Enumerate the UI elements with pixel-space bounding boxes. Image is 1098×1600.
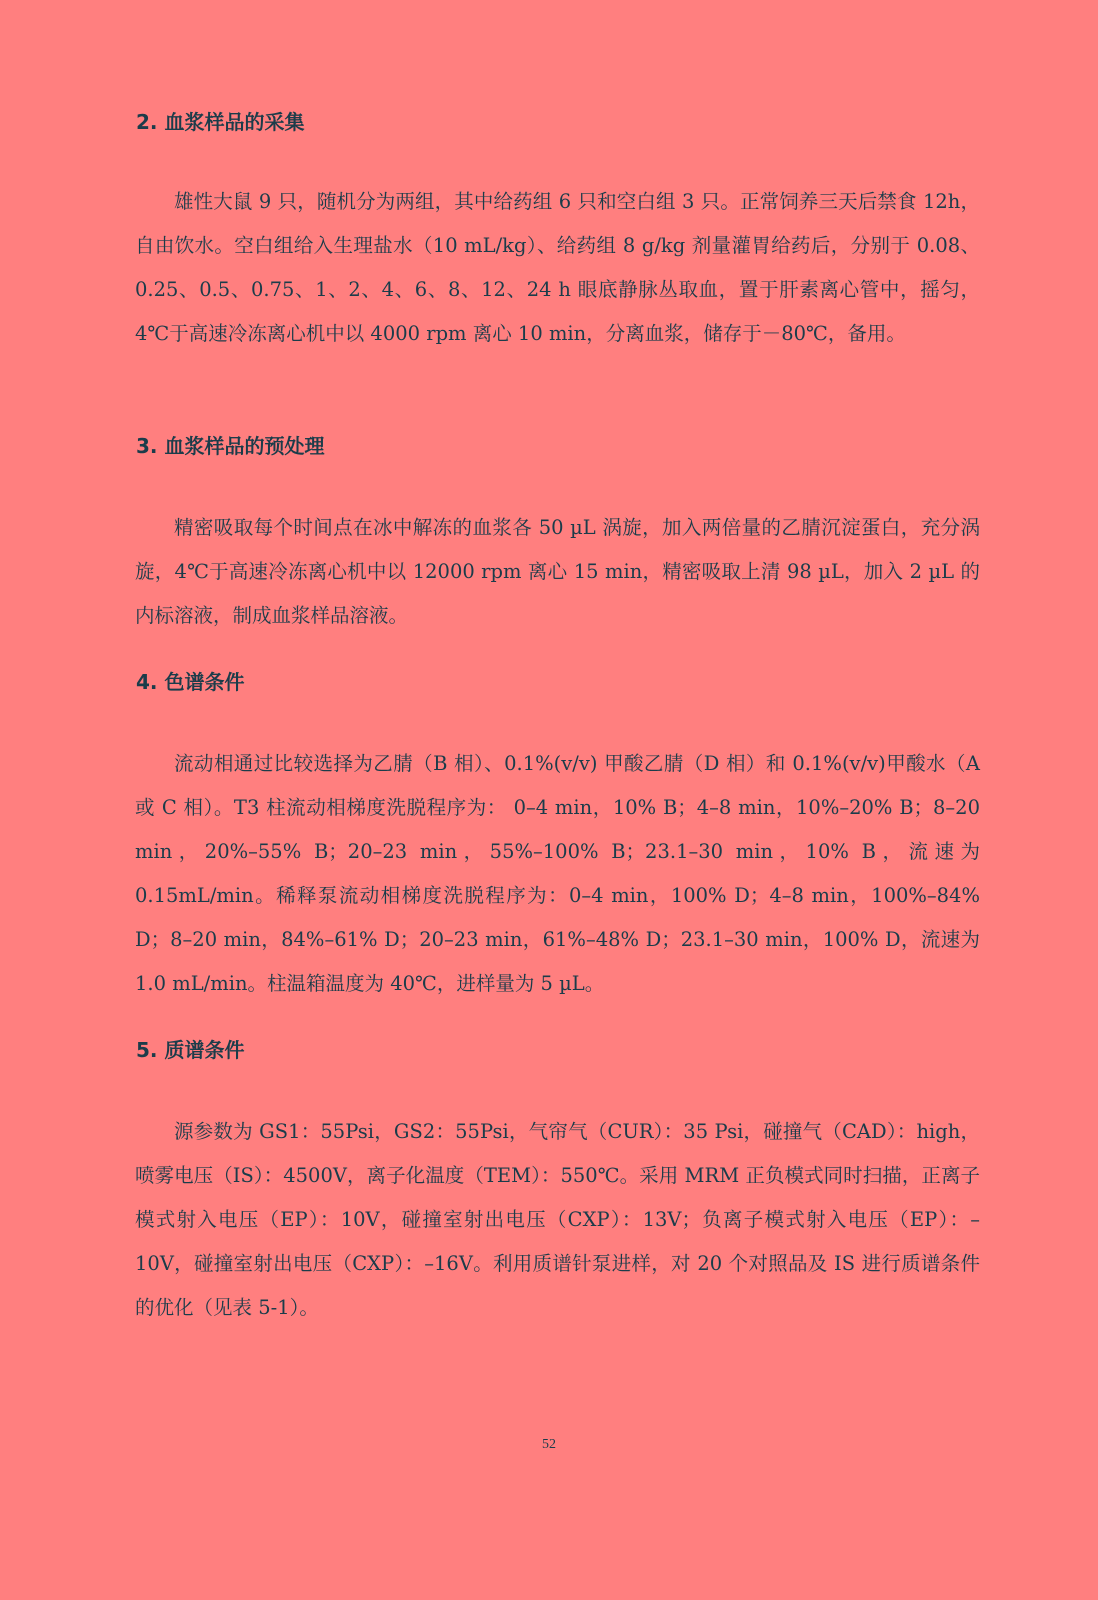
paragraph-text: 精密吸取每个时间点在冰中解冻的血浆各 50 µL 涡旋，加入两倍量的乙腈沉淀蛋白，充分涡旋，4℃于高速冷冻离心机中以 12000 rpm 离心 15 min，精密吸取上清 98 µL，加入 2 µL 的内标溶液，制成血浆样品溶液。 bbox=[135, 516, 980, 627]
section-heading-chromatography: 4. 色谱条件 bbox=[136, 670, 245, 694]
section-heading-plasma-pretreatment: 3. 血浆样品的预处理 bbox=[136, 434, 325, 458]
section-paragraph-plasma-collection bbox=[135, 180, 980, 356]
section-paragraph-mass-spectrometry bbox=[135, 1110, 980, 1330]
section-paragraph-plasma-pretreatment bbox=[135, 506, 980, 638]
section-paragraph-chromatography bbox=[135, 742, 980, 1006]
section-heading-mass-spectrometry: 5. 质谱条件 bbox=[136, 1038, 245, 1062]
section-heading-plasma-collection: 2. 血浆样品的采集 bbox=[136, 110, 305, 134]
page-number: 52 bbox=[542, 1437, 556, 1452]
paragraph-text: 流动相通过比较选择为乙腈（B 相）、0.1%(v/v) 甲酸乙腈（D 相）和 0.1%(v/v)甲酸水（A 或 C 相）。T3 柱流动相梯度洗脱程序为： 0–4 min，10% B；4–8 min，10%–20% B；8–20 min，20%–55% B；20–23 min，55%–100% B；23.1–30 min，10% B，流速为 0.15mL/min。稀释泵流动相梯度洗脱程序为：0–4 min，100% D；4–8 min，100%–84% D；8–20 min，84%–61% D；20–23 min，61%–48% D；23.1–30 min，100% D，流速为 1.0 mL/min。柱温箱温度为 40℃，进样量为 5 µL。 bbox=[135, 752, 980, 995]
paragraph-text: 雄性大鼠 9 只，随机分为两组，其中给药组 6 只和空白组 3 只。正常饲养三天后禁食 12h，自由饮水。空白组给入生理盐水（10 mL/kg）、给药组 8 g/kg 剂量灌胃给药后，分别于 0.08、0.25、0.5、0.75、1、2、4、6、8、12、24 h 眼底静脉丛取血，置于肝素离心管中，摇匀，4℃于高速冷冻离心机中以 4000 rpm 离心 10 min，分离血浆，储存于－80℃，备用。 bbox=[135, 190, 980, 345]
paragraph-text: 源参数为 GS1：55Psi，GS2：55Psi，气帘气（CUR）：35 Psi，碰撞气（CAD）：high，喷雾电压（IS）：4500V，离子化温度（TEM）：550℃。采用 MRM 正负模式同时扫描，正离子模式射入电压（EP）：10V，碰撞室射出电压（CXP）：13V；负离子模式射入电压（EP）：–10V，碰撞室射出电压（CXP）：–16V。利用质谱针泵进样，对 20 个对照品及 IS 进行质谱条件的优化（见表 5-1）。 bbox=[135, 1120, 980, 1319]
